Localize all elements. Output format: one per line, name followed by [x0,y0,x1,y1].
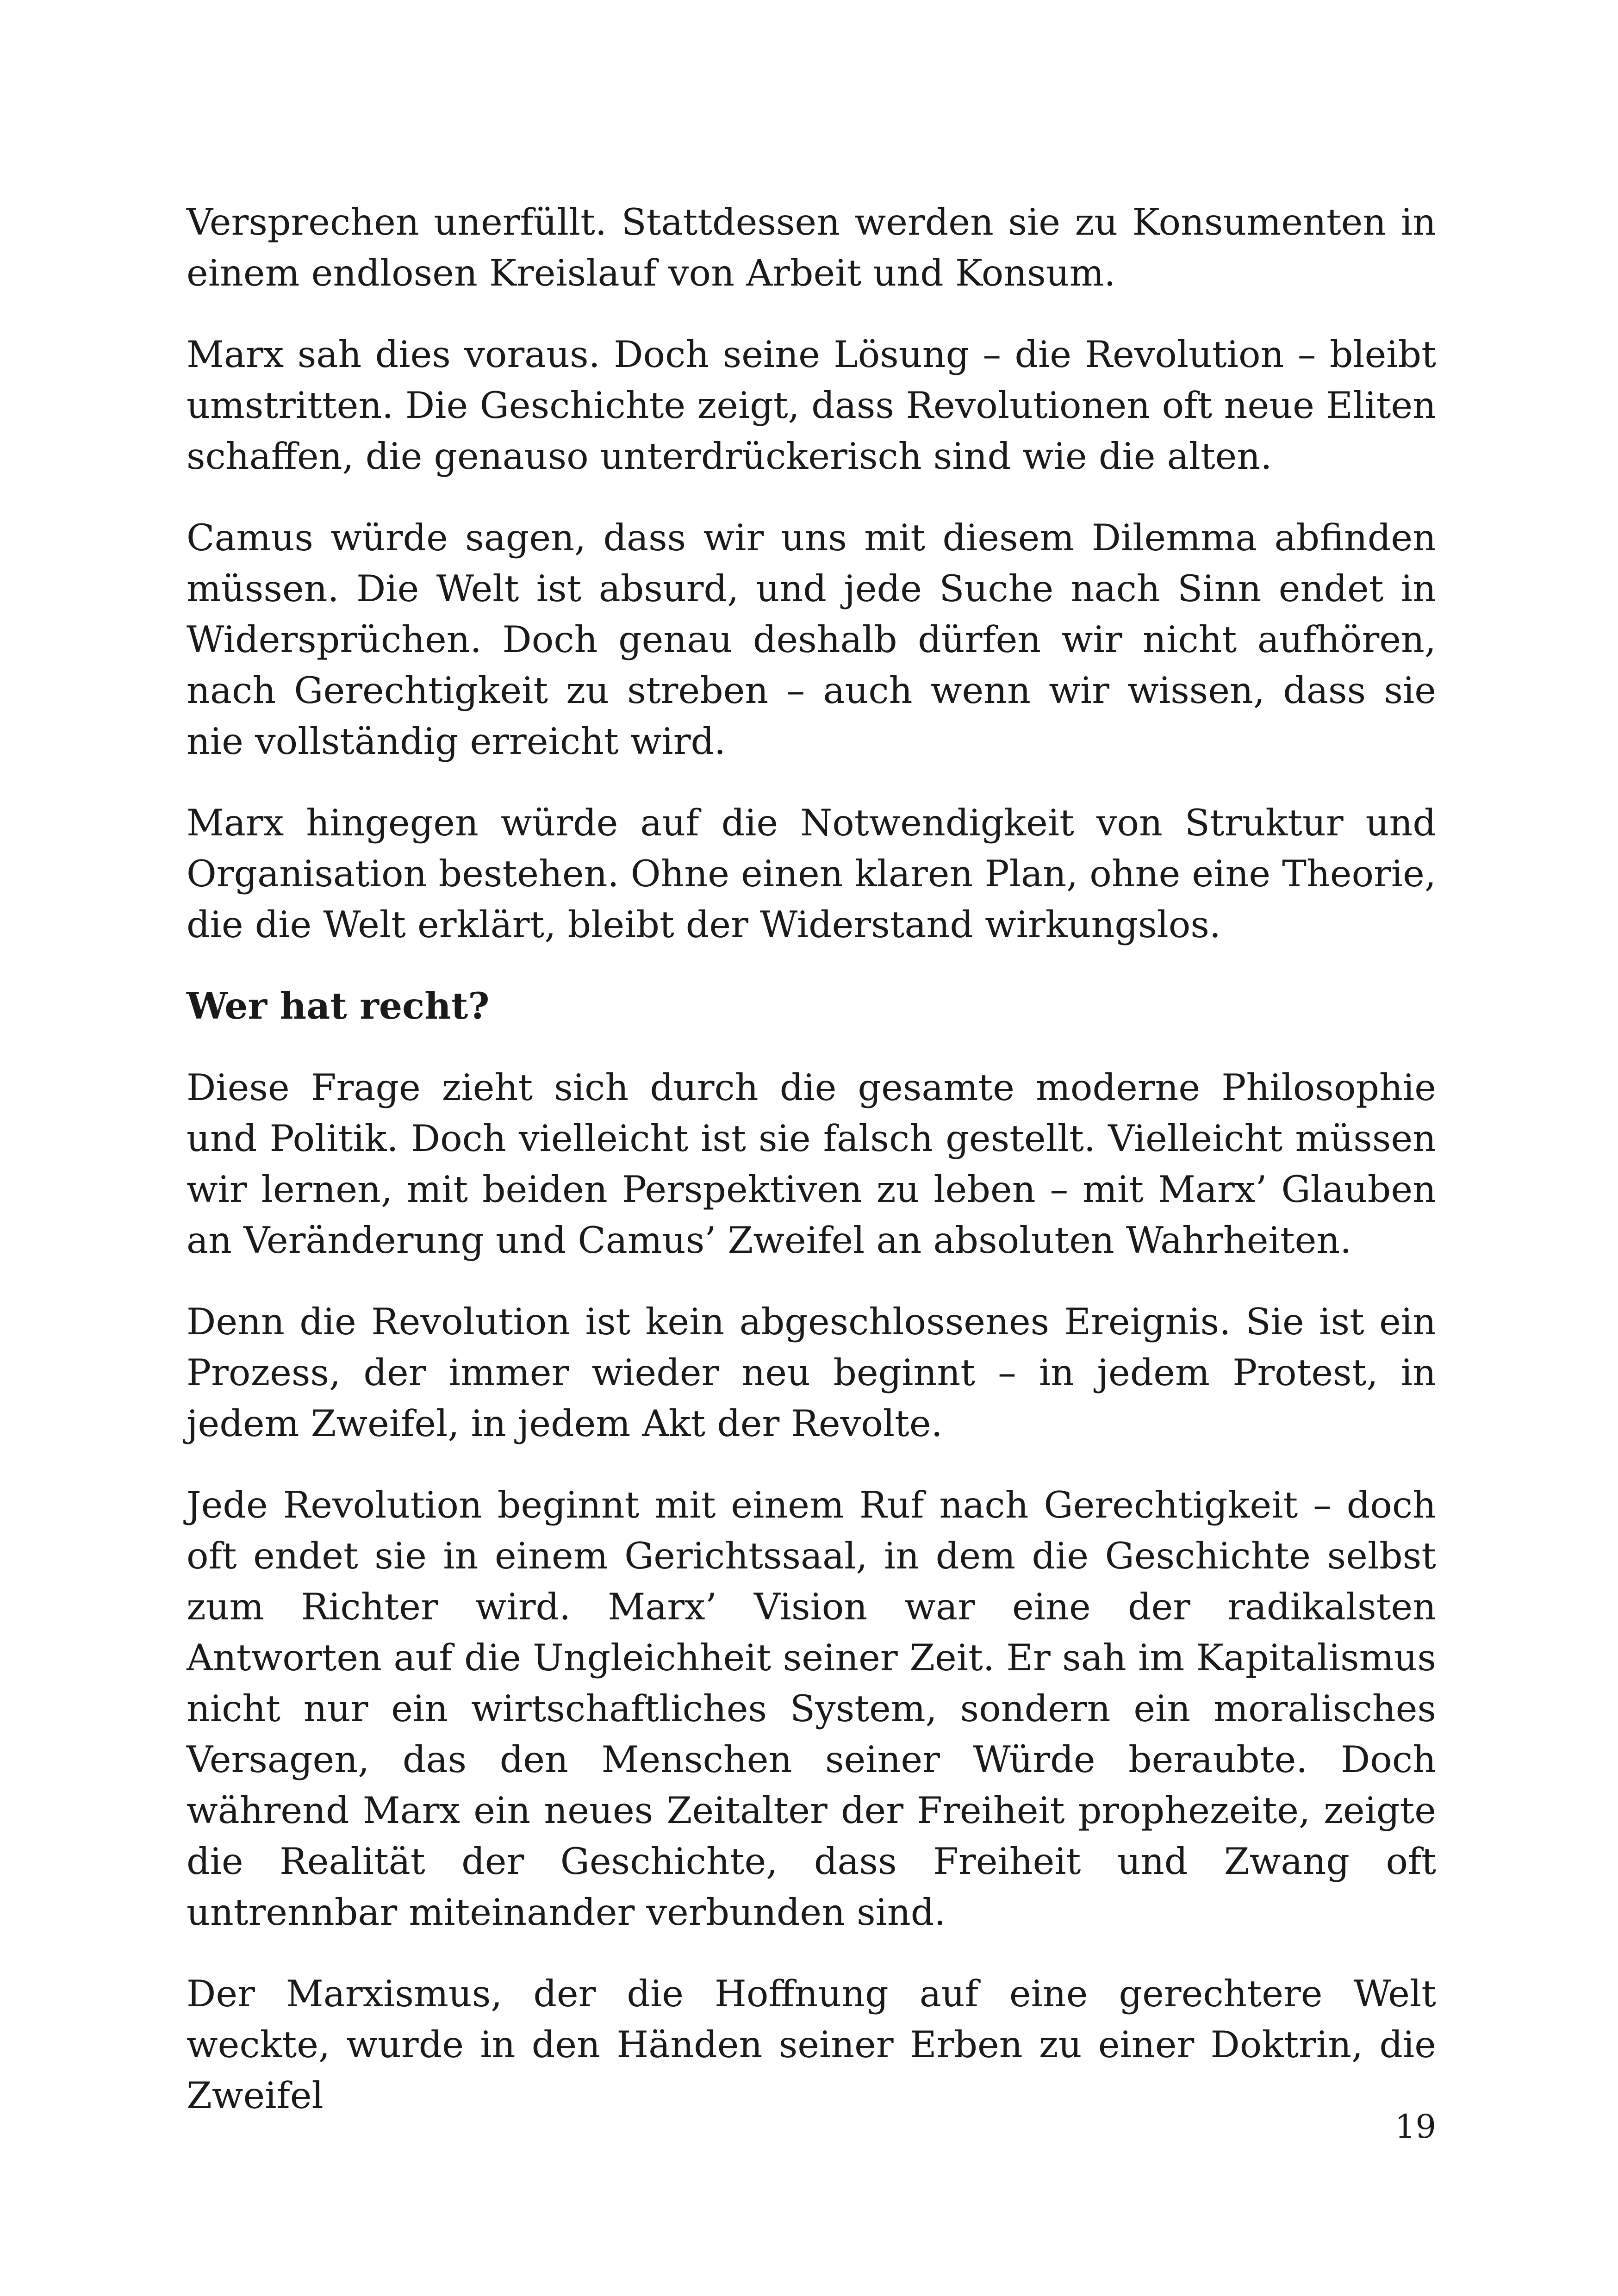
paragraph: Camus würde sagen, dass wir uns mit diesem Dilemma abfinden müssen. Die Welt ist absurd, und jede Suche nach Sinn endet in Widersprüchen. Doch genau deshalb dürfen wir nicht aufhören, nach Gerechtigkeit zu streben – auch wenn wir wissen, dass sie nie vollständig erreicht wird. [187,516,1436,763]
paragraph: Marx hingegen würde auf die Notwendigkeit von Struktur und Organisation bestehen. Ohne einen klaren Plan, ohne eine Theorie, die die Welt erklärt, bleibt der Widerstand wirkungslos. [187,802,1436,946]
page-number: 19 [1394,2108,1436,2146]
paragraph: Diese Frage zieht sich durch die gesamte moderne Philosophie und Politik. Doch vielleicht ist sie falsch gestellt. Vielleicht müssen wir lernen, mit beiden Perspektiven zu leben – mit Marx’ Glauben an Veränderung und Camus’ Zweifel an absoluten Wahrheiten. [187,1066,1436,1262]
paragraph: Versprechen unerfüllt. Stattdessen werden sie zu Konsumenten in einem endlosen Kreislauf von Arbeit und Konsum. [187,201,1436,294]
paragraph: Marx sah dies voraus. Doch seine Lösung – die Revolution – bleibt umstritten. Die Geschichte zeigt, dass Revolutionen oft neue Eliten schaffen, die genauso unterdrückerisch sind wie die alten. [187,333,1436,478]
paragraph: Der Marxismus, der die Hoffnung auf eine gerechtere Welt weckte, wurde in den Händen seiner Erben zu einer Doktrin, die Zweifel [187,1972,1436,2117]
section-heading: Wer hat recht? [187,984,490,1027]
paragraph: Denn die Revolution ist kein abgeschlossenes Ereignis. Sie ist ein Prozess, der immer wieder neu beginnt – in jedem Protest, in jedem Zweifel, in jedem Akt der Revolte. [187,1300,1436,1445]
paragraph: Jede Revolution beginnt mit einem Ruf nach Gerechtigkeit – doch oft endet sie in einem Gerichtssaal, in dem die Geschichte selbst zum Richter wird. Marx’ Vision war eine der radikalsten Antworten auf die Ungleichheit seiner Zeit. Er sah im Kapitalismus nicht nur ein wirtschaftliches System, sondern ein moralisches Versagen, das den Menschen seiner Würde beraubte. Doch während Marx ein neues Zeitalter der Freiheit prophezeite, zeigte die Realität der Geschichte, dass Freiheit und Zwang oft untrennbar miteinander verbunden sind. [187,1484,1436,1934]
page-body [187,197,1436,2152]
